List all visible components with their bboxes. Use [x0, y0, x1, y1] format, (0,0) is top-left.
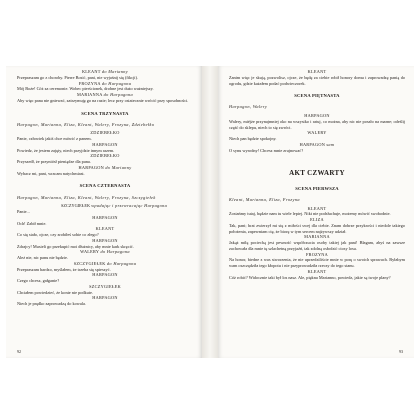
speaker-name: KLEANT [95, 226, 115, 232]
speaker-name: HARPAGON [78, 164, 104, 170]
dialogue-line: Niech je prędko zaprowadzą do kowala. [17, 301, 86, 307]
speaker-name: MARIANNA [76, 92, 103, 97]
dialogue-block [17, 238, 193, 250]
book-spread [6, 66, 414, 358]
dialogue-line: Jakąż miłą pociechą jest pewność współczucia osoby takiej jak pani! Błagam, abyś na zawsze zachowała dla mnie tę szlachetną przyjaźń, tak zdolną osłodzić ciosy losu. [229, 240, 405, 251]
dialogue-line: Tak, pani; brat zwierzył mi się z miłości swej dla ciebie. Znam dobrze przykrości i niedole takiego położenia, zapewniam cię, że biorę w tym sercem najżywszy udział. [229, 222, 405, 234]
speaker-name: MARIANNA [304, 234, 330, 240]
speaker-name: HARPAGON [92, 272, 118, 278]
dialogue-line: Zanim więc je skują, pozwolisz, ojcze, że będę za ciebie robił honory domu i zaprowadzę panią do ogrodu, gdzie każałem podać podwieczorek. [229, 74, 405, 86]
dialogue-line: Przepraszam bardzo, myślałem, że trzeba się spieszyć. [17, 266, 111, 272]
dialogue-line: Niech pan będzie spokojny. [229, 136, 277, 142]
speaker-name: HARPAGON [92, 214, 118, 220]
speaker-name: WALERY [80, 249, 100, 255]
dialogue-line: Walery, miéjże przynajmniej oko na wszystko i ratuj, co można, aby nic nie poszło na marne; odeślij część do sklepu, niech to się zwróci. [229, 118, 405, 130]
dialogue-block [17, 142, 193, 154]
page-number: 92 [17, 348, 21, 354]
left-page [6, 66, 202, 358]
dialogue-block [229, 69, 405, 86]
stage-direction: wpadając i przewracając Harpagona [91, 203, 168, 209]
dialogue-line: O synu wyrodny! Chcesz mnie zrujnować? [229, 147, 304, 153]
dialogue-line: Powiedz, że jestem zajęty, niech przyjdzie innym razem. [17, 147, 115, 153]
dialogue-block [17, 130, 193, 142]
speaker-name: HARPAGON [92, 237, 118, 243]
dialogue-block [17, 215, 193, 227]
dialogue-line: Wybacz mi, pani, wracam natychmiast. [17, 170, 85, 176]
dialogue-line: Cóż robić? Widocznie taki był los nasz. Ale, piękna Marianno, powiedz, jakie są twoje plany? [229, 274, 391, 280]
speaker-name: WALERY [307, 130, 327, 136]
dialogue-block [17, 203, 193, 215]
dialogue-block [229, 130, 405, 142]
speaker-name: HARPAGON [92, 141, 118, 147]
cast-list: Harpagon, Walery [229, 104, 268, 110]
cast-list: Kleant, Marianna, Eliza, Frozyna [229, 196, 300, 202]
speaker-name: SZCZYGIEŁEK [73, 260, 106, 266]
dialogue-line: Ależ nie, nic panu nie będzie. [17, 255, 68, 261]
dialogue-line: Co się stało, ojcze, czy zrobiłeś sobie co złego? [17, 232, 99, 238]
scene-heading: SCENA CZTERNASTA [79, 183, 131, 189]
speaker-name: FROZYNA [78, 80, 101, 86]
dialogue-line: Chciałem powiedzieć, że konie nie podkute. [17, 289, 94, 295]
cast-list: Harpagon, Marianna, Eliza, Kleant, Walery, Frozyna, Zdziebełko [17, 121, 155, 127]
scene-heading: SCENA TRZYNASTA [81, 110, 129, 116]
scene-heading: SCENA PIERWSZA [295, 185, 339, 191]
page-number: 93 [399, 348, 403, 354]
book-gutter [202, 66, 218, 358]
dialogue-block [17, 284, 193, 296]
speaker-name: KLEANT [307, 69, 327, 74]
dialogue-line: Przyszedł, że przyniósł pieniądze dla pana. [17, 159, 91, 165]
dialogue-block [229, 252, 405, 269]
stage-direction: do Harpagona [100, 249, 130, 255]
dialogue-block [229, 234, 405, 251]
dialogue-block [17, 153, 193, 165]
dialogue-block [229, 217, 405, 234]
speaker-name: HARPAGON [299, 141, 326, 147]
dialogue-block [17, 295, 193, 307]
act-heading: AKT CZWARTY [289, 169, 345, 178]
stage-direction: sam [326, 141, 335, 147]
speaker-name: ZDZIEBEŁKO [90, 130, 120, 136]
speaker-name: SZCZYGIEŁEK [89, 283, 121, 289]
speaker-name: KLEANT [81, 69, 101, 74]
speaker-name: SZCZYGIEŁEK [61, 203, 91, 209]
dialogue-line: Aby więc pana nie gniewać, zatrzymuję go na razie; lecz przy ostatecznie wrócić przy sposobności. [17, 97, 189, 103]
dialogue-block [17, 226, 193, 238]
stage-direction: do Harpagona [103, 92, 134, 97]
dialogue-line: Och! Zabił mnie. [17, 220, 47, 226]
dialogue-block [17, 69, 193, 81]
stage-direction: do Harpagona [106, 260, 137, 266]
dialogue-block [17, 92, 193, 104]
right-page [218, 66, 414, 358]
dialogue-line: Panie... [17, 209, 30, 215]
dialogue-block [17, 272, 193, 284]
dialogue-line: Czego chcesz, gałganie? [17, 278, 60, 284]
cast-list: Harpagon, Marianna, Eliza, Kleant, Walery, Frozyna, Szczygiełek [17, 194, 156, 200]
dialogue-block [229, 113, 405, 130]
dialogue-block [17, 249, 193, 261]
stage-direction: do Marianny [105, 164, 132, 170]
dialogue-line: Zdrajcy! Musieli go przekupić moi dłużnicy, aby mnie kark skręcić. [17, 243, 134, 249]
stage-direction: do Harpagona [101, 80, 132, 86]
speaker-name: HARPAGON [92, 295, 118, 301]
dialogue-line: Panie, człowiek jakiś chce mówić z panem. [17, 136, 92, 142]
speaker-name: HARPAGON [304, 113, 330, 119]
dialogue-line: Mój Boże! Cóż za ceremonie. Wobec pierścionek, drobne jest dużo ważniejszy. [17, 86, 154, 92]
speaker-name: ELIZA [310, 217, 324, 223]
dialogue-block [17, 261, 193, 273]
speaker-name: ZDZIEBEŁKO [90, 153, 120, 159]
speaker-name: FROZYNA [305, 251, 329, 257]
dialogue-line: Przepraszam go z choroby. Pierre Bosić, pani, nie wyjaśnij się (fikcji). [17, 74, 138, 80]
speaker-name: KLEANT [307, 205, 327, 211]
speaker-name: KLEANT [307, 268, 327, 274]
scene-heading: SCENA PIĘTNASTA [294, 93, 340, 99]
stage-direction: do Marianny [101, 69, 129, 74]
dialogue-line: Na honor, biedne z was stworzenia, że nie uprzedziliście mnie w porę o swoich sprawach. Byłabym wam oszczędziła tego kłopotu i nie przyprowadziła rzeczy do tego stanu. [229, 257, 405, 269]
dialogue-block [229, 269, 405, 281]
dialogue-line: Zostańmy tutaj, będzie nam tu wiele lepiej. Nikt nie podsłuchuje, możemy mówić swobodnie. [229, 211, 391, 217]
dialogue-block [229, 206, 405, 218]
dialogue-block [17, 165, 193, 177]
dialogue-block [229, 142, 405, 154]
dialogue-block [17, 81, 193, 93]
